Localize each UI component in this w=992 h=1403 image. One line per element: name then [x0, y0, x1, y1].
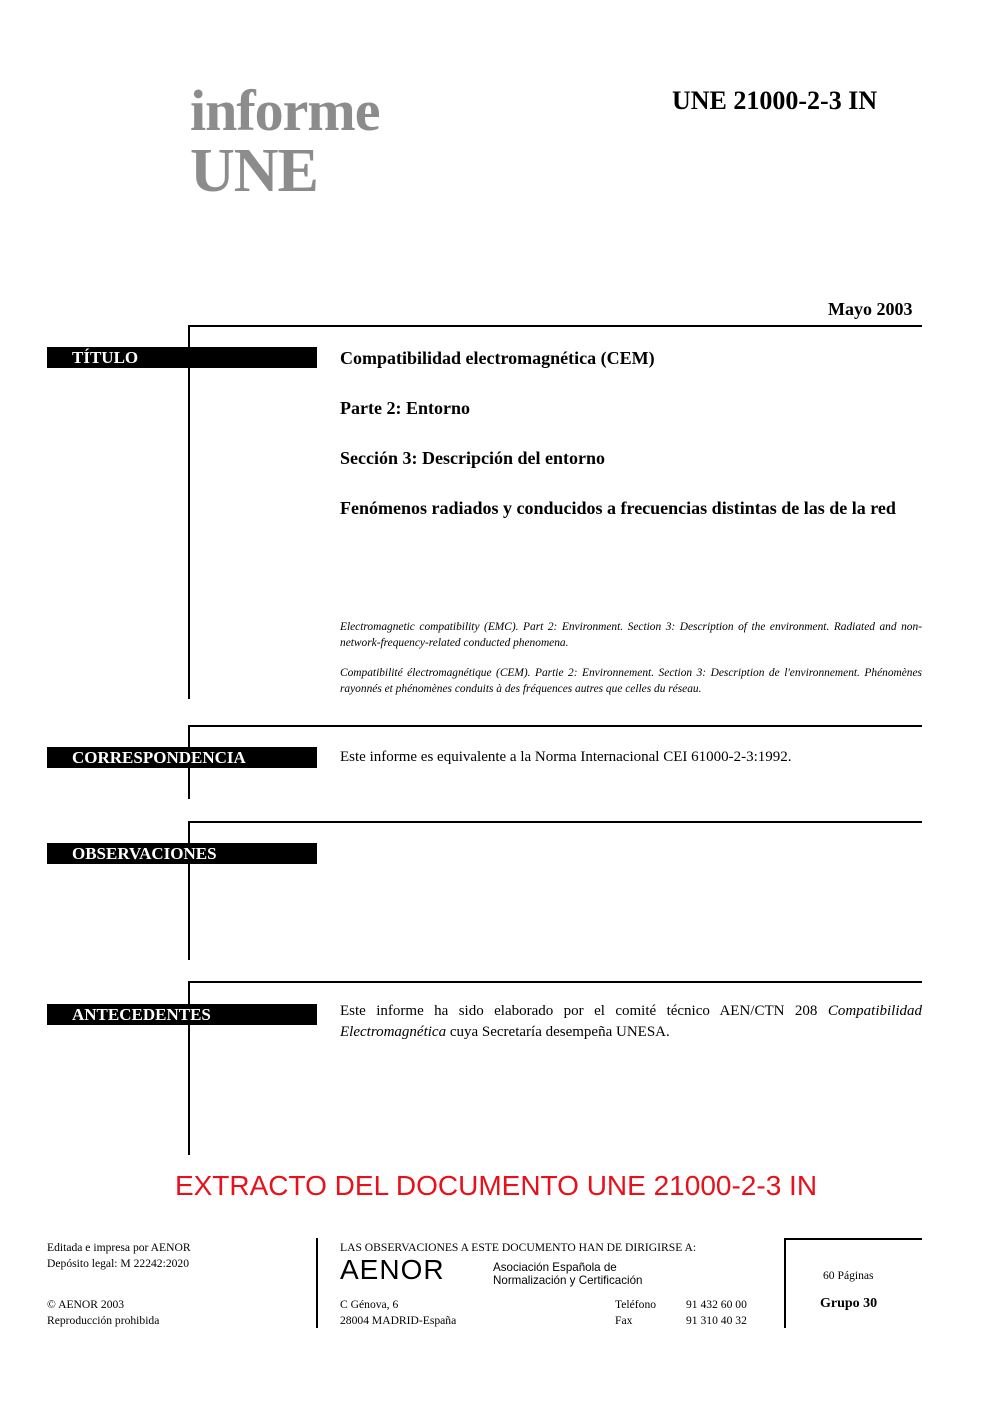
footer-group: Grupo 30 [820, 1296, 878, 1311]
label-titulo: TÍTULO [47, 347, 317, 368]
footer-address-city: 28004 MADRID-España [340, 1314, 457, 1327]
document-date: Mayo 2003 [828, 299, 913, 319]
footer-reproduction: Reproducción prohibida [47, 1314, 160, 1327]
title-line-1: Compatibilidad electromagnética (CEM) [340, 348, 655, 368]
title-line-4: Fenómenos radiados y conducidos a frecuencias distintas de las de la red [340, 498, 896, 518]
antecedentes-text-start: Este informe ha sido elaborado por el comité técnico AEN/CTN 208 [340, 1003, 828, 1019]
section-rule-titulo [188, 325, 922, 327]
label-antecedentes: ANTECEDENTES [47, 1004, 317, 1025]
document-number: UNE 21000-2-3 IN [672, 86, 878, 115]
footer-box-top [784, 1238, 922, 1240]
footer-pages: 60 Páginas [823, 1269, 874, 1282]
footer-heading: LAS OBSERVACIONES A ESTE DOCUMENTO HAN DE DIRIGIRSE A: [340, 1241, 697, 1254]
label-observaciones: OBSERVACIONES [47, 843, 317, 864]
antecedentes-text [340, 1001, 922, 1043]
section-rule-correspondencia [188, 725, 922, 727]
footer-fax: 91 310 40 32 [686, 1314, 747, 1327]
title-english: Electromagnetic compatibility (EMC). Part 2: Environment. Section 3: Description of the environment. Radiated and non-network-frequency-related conducted phenomena. [340, 621, 922, 649]
footer-deposit: Depósito legal: M 22242:2020 [47, 1257, 190, 1270]
label-correspondencia: CORRESPONDENCIA [47, 747, 317, 768]
footer-copyright: © AENOR 2003 [47, 1298, 125, 1311]
footer-divider-right [784, 1238, 786, 1328]
aenor-association-line-2: Normalización y Certificación [493, 1274, 643, 1287]
aenor-association-line-1: Asociación Española de [493, 1261, 617, 1274]
brand-informe: informe [190, 78, 380, 143]
footer-address-street: C Génova, 6 [340, 1298, 399, 1311]
antecedentes-committee-name: Compatibilidad Electromagnética [340, 1003, 922, 1040]
section-rule-antecedentes [188, 981, 922, 983]
footer-edited: Editada e impresa por AENOR [47, 1241, 191, 1254]
section-vrule-titulo [188, 325, 190, 699]
title-french: Compatibilité électromagnétique (CEM). Partie 2: Environnement. Section 3: Description de l'environnement. Phénomènes rayonnés et phénomènes conduits à des fréquences autres que celles du réseau. [340, 667, 922, 695]
section-vrule-observaciones [188, 821, 190, 960]
title-line-2: Parte 2: Entorno [340, 398, 470, 418]
footer-fax-label: Fax [615, 1314, 633, 1327]
footer-phone-label: Teléfono [615, 1298, 657, 1311]
footer-phone: 91 432 60 00 [686, 1298, 747, 1311]
correspondencia-text: Este informe es equivalente a la Norma Internacional CEI 61000-2-3:1992. [340, 749, 792, 765]
aenor-logo: AENOR [340, 1254, 445, 1285]
brand-une: UNE [190, 137, 318, 205]
section-rule-observaciones [188, 821, 922, 823]
antecedentes-text-end: cuya Secretaría desempeña UNESA. [446, 1024, 670, 1040]
title-line-3: Sección 3: Descripción del entorno [340, 448, 605, 468]
extract-notice: EXTRACTO DEL DOCUMENTO UNE 21000-2-3 IN [174, 1170, 818, 1201]
footer-divider-left [316, 1238, 318, 1328]
